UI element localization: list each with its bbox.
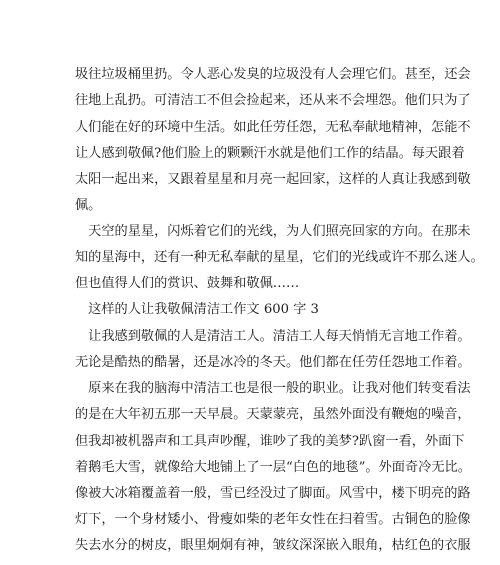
text-line: 人们能在好的环境中生活。如此任劳任怨，无私奉献地精神，怎能不 [75,120,471,135]
text-line: 往地上乱扔。可清洁工不但会捡起来，还从来不会埋怨。他们只为了 [75,93,471,108]
text-line: 原来在我的脑海中清洁工也是很一般的职业。让我对他们转变看法 [75,381,471,396]
text-line: 但我却被机器声和工具声吵醒，谁吵了我的美梦?趴窗一看，外面下 [75,434,465,449]
text-line: 着鹅毛大雪，就像给大地铺上了一层“白色的地毯”。外面奇冷无比。 [75,460,471,475]
section-heading: 这样的人让我敬佩清洁工作文 600 字 3 [75,302,319,317]
text-line: 失去水分的树皮，眼里炯炯有神，皱纹深深嵌入眼角，枯红色的衣服 [75,538,471,553]
text-line: 圾往垃圾桶里扔。令人恶心发臭的垃圾没有人会理它们。甚至，还会 [75,67,471,82]
text-line: 佩。 [75,198,102,213]
text-line: 像被大冰箱覆盖着一般，雪已经没过了脚面。风雪中，楼下明亮的路 [75,486,471,501]
text-line: 无论是酷热的酷暑，还是冰冷的冬天。他们都在任劳任怨地工作着。 [75,355,471,370]
text-line: 知的星海中，还有一种无私奉献的星星，它们的光线或许不那么迷人。 [75,250,484,265]
text-line: 让我感到敬佩的人是清洁工人。清洁工人每天悄悄无言地工作着。 [75,329,471,344]
text-line: 但也值得人们的赏识、鼓舞和敬佩…… [75,276,300,291]
text-line: 灯下，一个身材矮小、骨瘦如柴的老年女性在扫着雪。古铜色的脸像 [75,512,471,527]
text-line: 天空的星星，闪烁着它们的光线，为人们照亮回家的方向。在那未 [75,224,471,239]
text-line: 让人感到敬佩?他们脸上的颗颗汗水就是他们工作的结晶。每天跟着 [75,146,465,161]
text-line: 的是在大年初五那一天早晨。天蒙蒙亮，虽然外面没有鞭炮的噪音， [75,407,471,422]
text-line: 太阳一起出来，又跟着星星和月亮一起回家，这样的人真让我感到敬 [75,172,471,187]
